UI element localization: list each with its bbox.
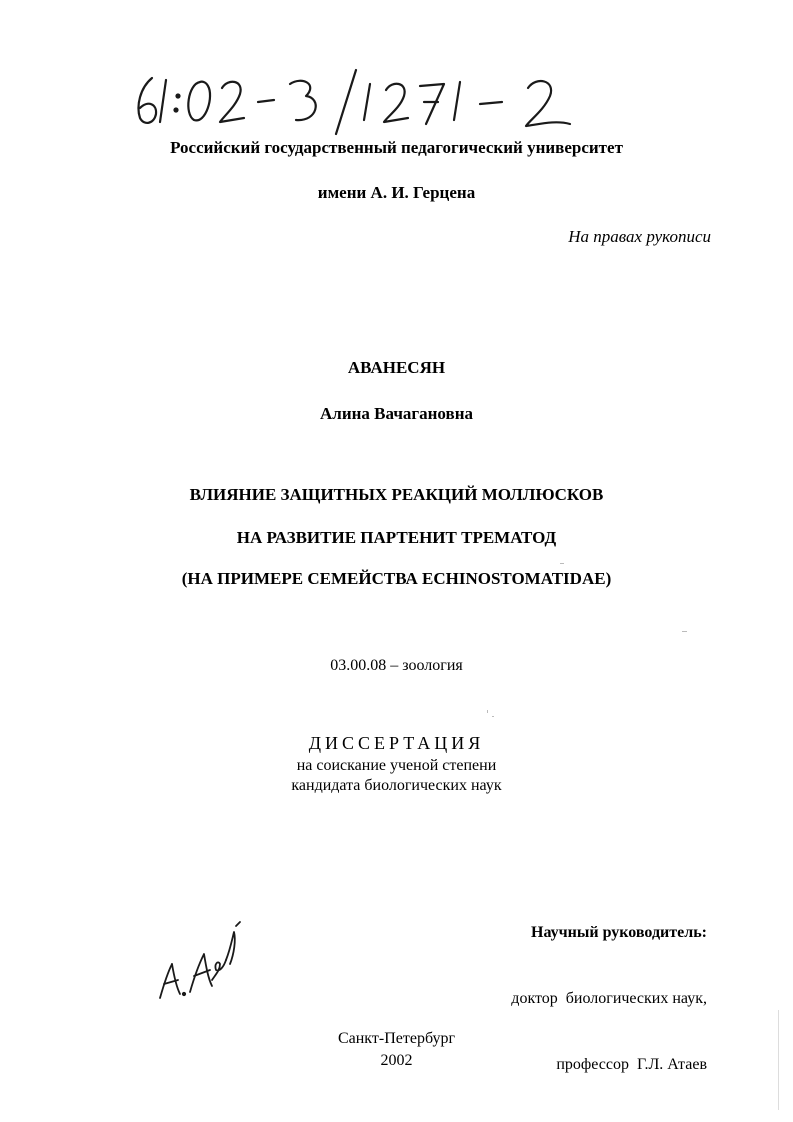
supervisor-degree: доктор биологических наук, — [511, 990, 707, 1007]
university-name-line: Российский государственный педагогический университет — [170, 138, 623, 157]
city: Санкт-Петербург — [337, 1030, 456, 1047]
scan-speck — [560, 563, 564, 564]
scan-speck — [682, 631, 687, 632]
scan-speck — [487, 710, 488, 713]
supervisor-label: Научный руководитель: — [531, 924, 707, 941]
degree-name-line: кандидата биологических наук — [291, 777, 502, 794]
handwritten-signature — [150, 920, 245, 1005]
year: 2002 — [380, 1052, 413, 1069]
specialty-code: 03.00.08 – зоология — [330, 657, 463, 674]
scan-speck — [492, 716, 494, 717]
thesis-title-line-3: (НА ПРИМЕРЕ СЕМЕЙСТВА ECHINOSTOMATIDAE) — [181, 569, 612, 588]
degree-purpose-line: на соискание ученой степени — [296, 757, 497, 774]
thesis-title-line-2: НА РАЗВИТИЕ ПАРТЕНИТ ТРЕМАТОД — [236, 528, 557, 547]
author-surname: АВАНЕСЯН — [347, 358, 446, 377]
supervisor-block — [511, 878, 707, 1120]
supervisor-name: профессор Г.Л. Атаев — [556, 1056, 707, 1073]
university-named-after: имени А. И. Герцена — [317, 183, 476, 202]
thesis-title-line-1: ВЛИЯНИЕ ЗАЩИТНЫХ РЕАКЦИЙ МОЛЛЮСКОВ — [189, 485, 604, 504]
author-given-names: Алина Вачагановна — [320, 404, 473, 423]
accession-code-handwritten — [130, 66, 600, 136]
dissertation-heading: ДИССЕРТАЦИЯ — [308, 733, 485, 753]
scan-edge-line — [778, 1010, 779, 1110]
manuscript-rights-note: На правах рукописи — [568, 227, 711, 246]
